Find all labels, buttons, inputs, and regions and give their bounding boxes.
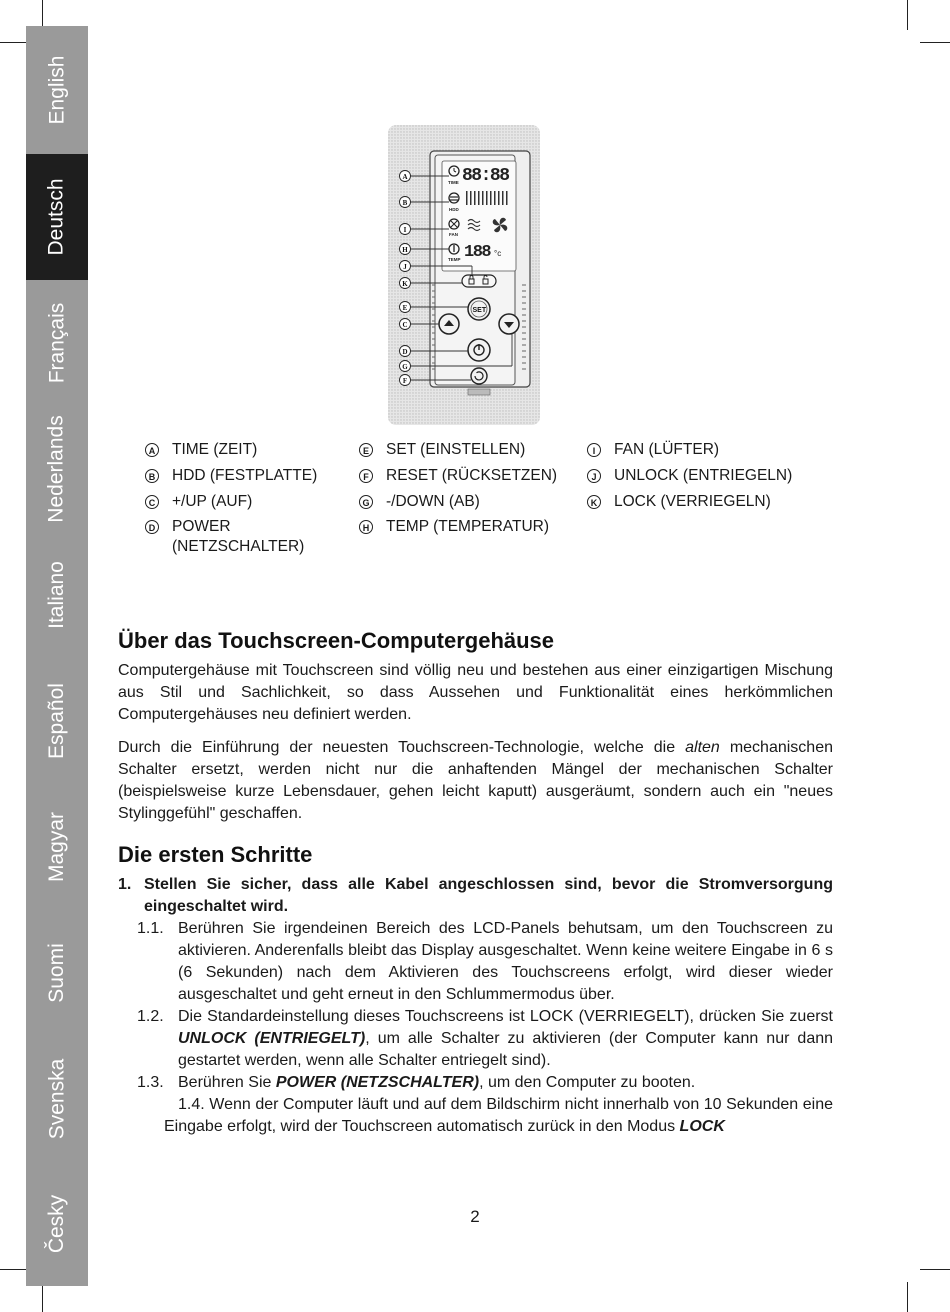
step-text: Berühren Sie irgendeinen Bereich des LCD-Panels behutsam, um den Touchscreen zu aktivieren. Anderenfalls bleibt das Display ausgeschaltet. Wenn keine weitere Eingabe in 6 s (6 Sekunden) nach dem Aktivieren des Touchscreens erfolgt, wird dieser wieder ausgeschaltet und geht erneut in den Schlummermodus über. xyxy=(178,920,833,1003)
lang-tab-magyar[interactable]: Magyar xyxy=(45,811,68,883)
lang-tab-english[interactable]: English xyxy=(45,55,69,125)
callout-g: G xyxy=(402,363,408,371)
step-number: 1.4. xyxy=(178,1096,205,1113)
crop-mark xyxy=(907,0,908,30)
section-title-getting-started: Die ersten Schritte xyxy=(118,842,313,867)
legend-badge: J xyxy=(587,469,601,483)
lang-tab-deutsch[interactable]: Deutsch xyxy=(26,154,88,280)
legend-badge: D xyxy=(145,520,159,534)
lang-tab-cesky[interactable]: Česky xyxy=(44,1194,68,1254)
clock-digits: 88:88 xyxy=(462,166,509,186)
set-button-label: SET xyxy=(472,307,487,314)
callout-e: E xyxy=(402,304,408,312)
panel-foot xyxy=(468,389,490,395)
step-1-4 xyxy=(118,1094,833,1138)
legend-text: POWER (NETZSCHALTER) xyxy=(172,518,305,555)
callout-d: D xyxy=(402,348,408,356)
step-1 xyxy=(118,874,833,918)
lang-tab-francais[interactable]: Français xyxy=(45,302,68,384)
legend-text: +/UP (AUF) xyxy=(172,493,253,510)
step-text: Stellen Sie sicher, dass alle Kabel angeschlossen sind, bevor die Stromversorgung eingeschaltet wird. xyxy=(144,876,833,915)
touch-panel-svg xyxy=(388,125,540,425)
lang-tab-suomi[interactable]: Suomi xyxy=(45,943,68,1003)
step-text: , um alle Schalter zu aktivieren (der Computer kann nur dann gestartet werden, wenn alle Schalter entriegelt sind). xyxy=(178,1030,834,1069)
legend-text: RESET (RÜCKSETZEN) xyxy=(386,467,558,484)
fan-label: FAN xyxy=(449,232,458,237)
step-number: 1.1. xyxy=(137,920,164,937)
callout-b: B xyxy=(402,199,408,207)
callout-k: K xyxy=(402,280,408,288)
legend-text: FAN (LÜFTER) xyxy=(614,441,720,458)
legend-badge: H xyxy=(359,520,373,534)
legend-text: LOCK (VERRIEGELN) xyxy=(614,493,771,510)
legend-badge: A xyxy=(145,443,159,457)
time-label: TIME xyxy=(448,180,459,185)
callout-c: C xyxy=(402,321,408,329)
legend-badge: E xyxy=(359,443,373,457)
emphasis-lock: LOCK xyxy=(679,1118,725,1135)
text-run: Durch die Einführung der neuesten Touchscreen-Technologie, welche die xyxy=(118,739,686,756)
touch-panel-illustration xyxy=(388,125,540,425)
reset-button xyxy=(471,368,487,384)
crop-mark xyxy=(920,1269,950,1270)
step-text: Wenn der Computer läuft und auf dem Bildschirm nicht innerhalb von 10 Sekunden eine Eingabe erfolgt, wird der Touchscreen automatisch zurück in den Modus xyxy=(164,1096,833,1135)
crop-mark xyxy=(920,42,950,43)
legend-text: -/DOWN (AB) xyxy=(386,493,480,510)
temp-digits: 188 xyxy=(464,243,491,262)
legend-text: TIME (ZEIT) xyxy=(172,441,258,458)
temp-label: TEMP xyxy=(448,257,461,262)
lang-tab-svenska[interactable]: Svenska xyxy=(45,1058,69,1140)
callout-f: F xyxy=(402,377,408,385)
section-title-about: Über das Touchscreen-Computergehäuse xyxy=(118,628,555,653)
lang-tab-nederlands[interactable]: Nederlands xyxy=(45,415,68,523)
step-number: 1.2. xyxy=(137,1008,164,1025)
language-sidebar xyxy=(26,26,88,1286)
legend-text: SET (EINSTELLEN) xyxy=(386,441,526,458)
callout-i: I xyxy=(403,226,407,234)
main-content xyxy=(118,626,833,1138)
legend-text: TEMP (TEMPERATUR) xyxy=(386,518,550,535)
step-text: Berühren Sie xyxy=(178,1074,276,1091)
emphasis-power: POWER (NETZSCHALTER) xyxy=(275,1074,480,1091)
callout-h: H xyxy=(402,246,408,254)
step-1-3 xyxy=(118,1072,833,1094)
legend-badge: G xyxy=(359,495,373,509)
legend-text: HDD (FESTPLATTE) xyxy=(172,467,318,484)
step-number: 1. xyxy=(118,876,132,893)
step-text: , um den Computer zu booten. xyxy=(479,1074,696,1091)
legend-text: UNLOCK (ENTRIEGELN) xyxy=(614,467,793,484)
step-text: Die Standardeinstellung dieses Touchscreens ist LOCK (VERRIEGELT), drücken Sie zuerst xyxy=(178,1008,833,1025)
temp-unit: °c xyxy=(494,249,502,258)
lock-unlock-switch xyxy=(462,275,496,287)
crop-mark xyxy=(42,1282,43,1312)
paragraph-intro: Computergehäuse mit Touchscreen sind völlig neu und bestehen aus einer einzigartigen Mischung aus Stil und Sachlichkeit, so dass Aussehen und Funktionalität eines herkömmlichen Computergehäuses neu definiert werden. xyxy=(118,662,833,723)
callout-j: J xyxy=(403,263,407,271)
step-1-1 xyxy=(118,918,833,1006)
step-1-2 xyxy=(118,1006,833,1072)
hdd-label: HDD xyxy=(449,207,459,212)
page-number: 2 xyxy=(470,1207,480,1226)
legend-badge: K xyxy=(587,495,601,509)
crop-mark xyxy=(907,1282,908,1312)
lang-tab-espanol[interactable]: Español xyxy=(45,683,69,759)
italic-text: alten xyxy=(685,739,720,756)
callout-a: A xyxy=(402,173,408,181)
text-run: mechanischen Schalter ersetzt, werden nicht nur die anhaftenden Mängel der mechanischen Schalter (beispielsweise kurze Lebensdauer, gehen leicht kaputt) ausgeräumt, sondern auch ein "neues Stylinggefühl" geschaffen. xyxy=(118,739,833,822)
legend-badge: C xyxy=(145,495,159,509)
legend-badge: I xyxy=(587,443,601,457)
emphasis-unlock: UNLOCK (ENTRIEGELT) xyxy=(178,1030,366,1047)
paragraph-technology xyxy=(118,737,833,825)
legend-badge: F xyxy=(359,469,373,483)
legend-badge: B xyxy=(145,469,159,483)
step-number: 1.3. xyxy=(137,1074,164,1091)
lang-tab-italiano[interactable]: Italiano xyxy=(45,561,68,629)
